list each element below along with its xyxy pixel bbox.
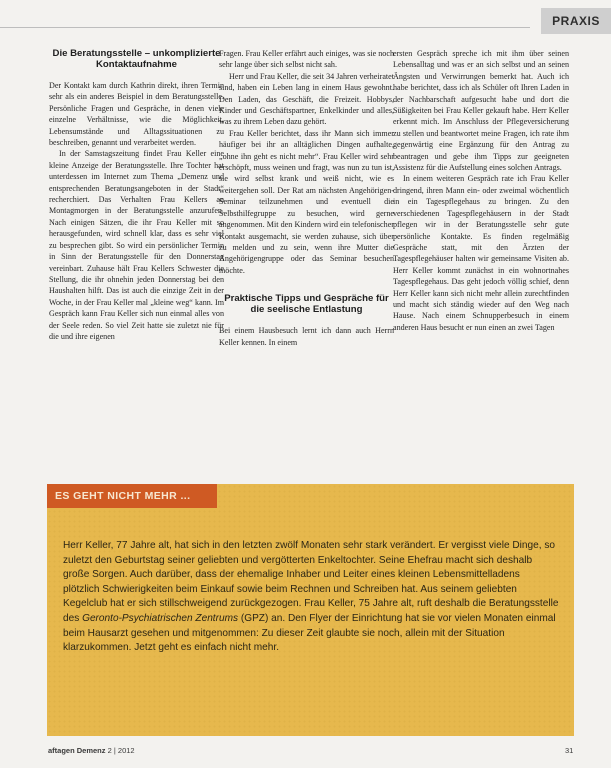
text-column-2 [219,48,394,348]
text-column-1 [49,48,224,342]
paragraph: Fragen. Frau Keller erfährt auch einiges, was sie noch sehr lange über sich selbst nicht sah. [219,49,394,70]
issue-number: 2 | 2012 [107,746,135,755]
magazine-name: aftagen Demenz [48,746,106,755]
text-column-3 [393,48,569,333]
page-number: 31 [565,746,574,755]
case-box-text [63,539,559,656]
paragraph: Herr und Frau Keller, die seit 34 Jahren verheiratet sind, haben ein Leben lang in einem Haus gewohnt. Den Laden, das Geschäft, die Freizeit. Hobbys, Kinder und Geschäftspartner, Enkelkinder und alles, was zu ihrem Leben dazu gehört. [219,71,394,127]
paragraph: Frau Keller berichtet, dass ihr Mann sich immer häufiger bei ihr an alltäglichen Dingen aufhalte, „ohne ihn geht es nicht mehr“. Frau Keller wird sehr erschöpft, muss weinen und fragt, was nun zu tun ist, sie wird selbst krank und weiß nicht, wie es weitergehen soll. Der Rat am nächsten Angehörigen-Seminar teilzunehmen und eventuell die Selbsthilfegruppe zu besuchen, wird gerne angenommen. Mit den Kindern wird ein telefonischer Kontakt ausgemacht, sie werden zuhause, sich über zu melden und zu sein, wenn ihre Mutter die Angehörigengruppe oder das Seminar besuchen möchte. [219,128,394,275]
paragraph: In einem weiteren Gespräch rate ich Frau Keller dringend, ihren Mann ein- oder zweimal wöchentlich in ein Tagespflegehaus zu bringen. Zu den verschiedenen Tagespflegehäusern in der Stadt pflegen wir in der Beratungsstelle sehr gute persönliche Kontakte. Es finden regelmäßig Gespräche statt, mit den Ärzten der Tagespflegehäuser halten wir gemeinsame Visiten ab. Herr Keller kommt zunächst in ein wohnortnahes Tagespflegehaus. Das geht jedoch völlig schief, denn Herr Keller kann sich nicht mehr allein zurechtfinden und macht sich ständig wieder auf den Weg nach Hause. Nach einem Schnupperbesuch in einem anderen Haus besucht er nun einen an zwei Tagen [393,174,569,332]
header-rule [0,27,530,28]
section-heading: Die Beratungsstelle – unkomplizierte Kontaktaufnahme [52,48,221,70]
case-text-end: (GPZ) an. Den Flyer der Einrichtung hat sie vor vielen Monaten einmal beim Hausarzt gesehen und mitgenommen: Zu dieser Zeit glaubte sie noch, allein mit der Situation klarzukommen. Jetzt geht es einfach nicht mehr. [63,612,556,654]
paragraph: In der Samstagszeitung findet Frau Keller eine kleine Anzeige der Beratungsstelle. Ihre Tochter hat unterdessen im Internet zum Thema „Demenz und entsprechenden Beratungsangeboten in der Stadt“ recherchiert. Das Verhalten Frau Kellers an Montagmorgen in der Beratungsstelle anzurufen. Nach einigen Sätzen, die ihr Frau Keller mit so herausgefunden, wird schnell klar, dass es sehr viel zu besprechen gibt. So wird ein persönlicher Termin in Sinn der Beratungsstelle für den Donnerstag vereinbart. Zuhause hält Frau Kellers Schwester die Stellung, die ihr ohnehin jeden Donnerstag bei den Haushalten hilft. Das ist auch die einzige Zeit in der Woche, in der Frau Keller mal „kleine weg“ kann. Im Gespräch kann Frau Keller sich nun einmal alles von der Seele reden. So viel Zeit hatte sie zuletzt nie für die und ihre eigenen [49,149,224,341]
section-heading: Praktische Tipps und Gespräche für die seelische Entlastung [224,293,389,316]
footer-magazine [48,746,135,755]
case-text-start: Herr Keller, 77 Jahre alt, hat sich in den letzten zwölf Monaten sehr stark verändert. Er vergisst viele Dinge, so zuletzt den Geburtstag seiner geliebten und vergötterten Enkeltochter. Seine Ehefrau macht sich deshalb große Sorgen. Auch darüber, dass der ehemalige Inhaber und Leiter eines kleinen Lebensmittelladens plötzlich Schwierigkeiten beim Einkauf sowie beim Rechnen und Schreiben hat. Aus seinem geliebten Kegelclub hat er sich stillschweigend zurückgezogen. Frau Keller, 75 Jahre alt, ruft deshalb die Beratungsstelle des [63,540,559,624]
paragraph: Der Kontakt kam durch Kathrin direkt, ihren Termin sehr als ein anderes Beispiel in dem Beratungsstelle. Persönliche Fragen und Gespräche, in denen viele einzelne Verhältnisse, wie die Möglichkeit, Lebensumstände und Alltagssituationen zu beschreiben, genannt und verarbeitet werden. [49,81,224,148]
case-paragraph [63,539,559,656]
paragraph: Bei einem Hausbesuch lernt ich dann auch Herrn Keller kennen. In einem [219,326,394,347]
case-text-italic: Geronto-Psychiatrischen Zentrums [82,612,239,624]
section-tab: PRAXIS [541,8,611,34]
case-box-tag: ES GEHT NICHT MEHR ... [47,484,217,508]
paragraph: ersten Gespräch spreche ich mit ihm über seinen Lebensalltag und was er an sich selbst und an seinen Ängsten und Verwirrungen bemerkt hat. Auch ich habe berichtet, dass ich als Schüler oft Ihren Laden in der Nachbarschaft aufgesucht habe und dort die Süßigkeiten bei Frau Keller gekauft habe. Herr Keller erkennt mich. Im Anschluss der Pflegeversicherung zu stellen und beantwortet meine Fragen, ich rate ihm gegenwärtig eine Ergänzung für den Antrag zu beantragen und gebe ihm Tipps zur geeigneten Assistenz für die Aufstellung eines solchen Antrags. [393,49,569,173]
